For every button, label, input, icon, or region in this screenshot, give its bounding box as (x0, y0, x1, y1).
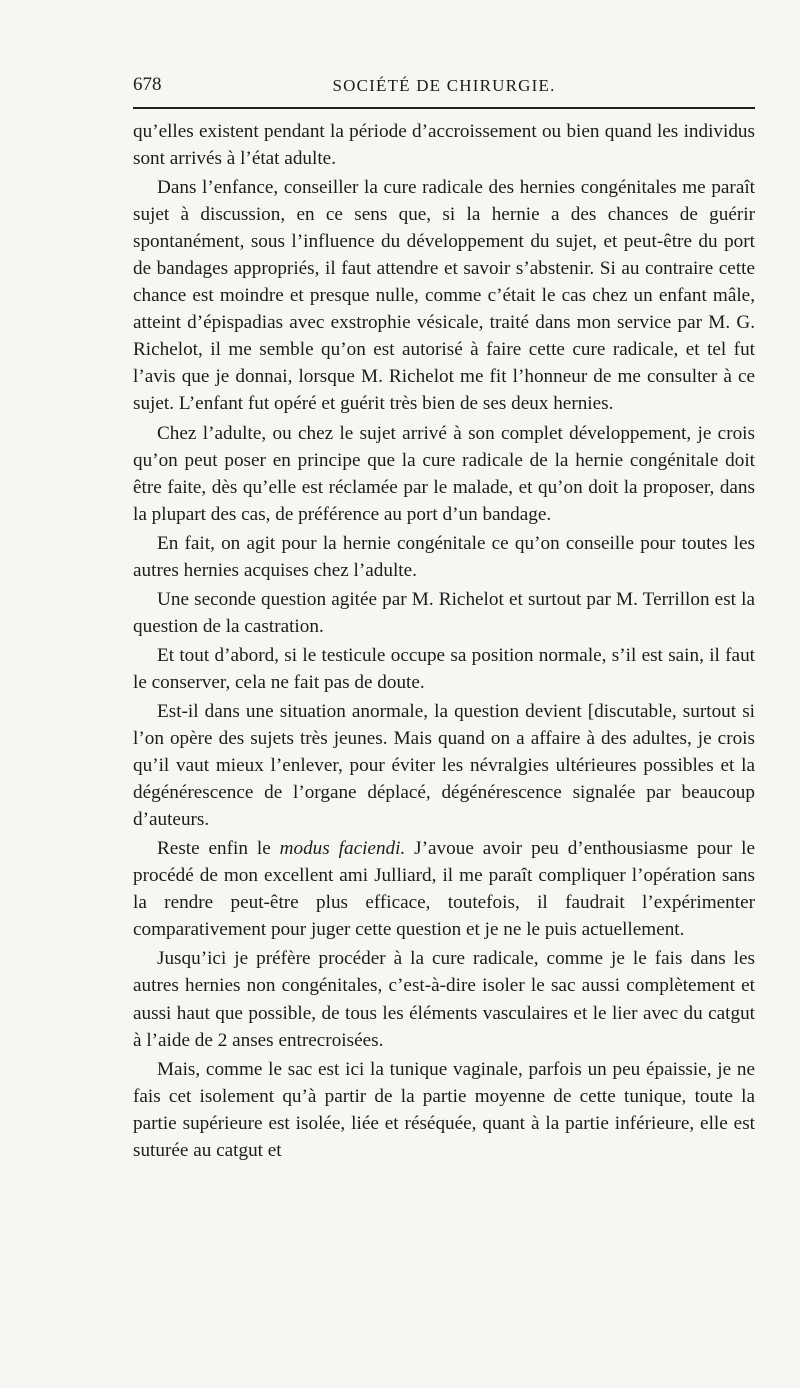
paragraph-7: Est-il dans une situation anormale, la question devient [discutable, surtout si l’on opère des sujets très jeunes. Mais quand on a affaire à des adultes, je crois qu’il vaut mieux l’enlever, pour éviter les névralgies ultérieures possibles et la dégénérescence de l’organe déplacé, dégénérescence signalée par beaucoup d’auteurs. (133, 700, 755, 831)
running-title: SOCIÉTÉ DE CHIRURGIE. (332, 76, 556, 95)
header-rule (133, 107, 755, 109)
paragraph-4: En fait, on agit pour la hernie congénitale ce qu’on conseille pour toutes les autres hernies acquises chez l’adulte. (133, 532, 755, 581)
page-header (133, 74, 755, 102)
paragraph-9: Jusqu’ici je préfère procéder à la cure radicale, comme je le fais dans les autres hernies non congénitales, c’est-à-dire isoler le sac aussi complètement et aussi haut que possible, de tous les éléments vasculaires et le lier avec du catgut à l’aide de 2 anses entrecroisées. (133, 948, 755, 1051)
paragraph-8-rest: J’avoue avoir peu d’enthousiasme pour le procédé de mon excellent ami Julliard, il me paraît compliquer l’opération sans la rendre peut-être plus efficace, toutefois, il faudrait l’expérimenter comparativement pour juger cette question et je ne le puis actuellement. (133, 838, 755, 941)
paragraph-2: Dans l’enfance, conseiller la cure radicale des hernies congénitales me paraît sujet à discussion, en ce sens que, si la hernie a des chances de guérir spontanément, sous l’influence du développement du sujet, et peut-être du port de bandages appropriés, il faut attendre et savoir s’abstenir. Si au contraire cette chance est moindre et presque nulle, comme c’était le cas chez un enfant mâle, atteint d’épispadias avec exstrophie vésicale, traité dans mon service par M. G. Richelot, il me semble qu’on est autorisé à faire cette cure radicale, et tel fut l’avis que je donnai, lorsque M. Richelot me fit l’honneur de me consulter à ce sujet. L’enfant fut opéré et guérit très bien de ses deux hernies. (133, 177, 755, 415)
paragraph-1: qu’elles existent pendant la période d’accroissement ou bien quand les individus sont arrivés à l’état adulte. (133, 121, 755, 170)
paragraph-5: Une seconde question agitée par M. Richelot et surtout par M. Terrillon est la question de la castration. (133, 588, 755, 637)
paragraph-10: Mais, comme le sac est ici la tunique vaginale, parfois un peu épaissie, je ne fais cet isolement qu’à partir de la partie moyenne de cette tunique, toute la partie supérieure est isolée, liée et réséquée, quant à la partie inférieure, elle est suturée au catgut et (133, 1058, 755, 1161)
paragraph-6: Et tout d’abord, si le testicule occupe sa position normale, s’il est sain, il faut le conserver, cela ne fait pas de doute. (133, 644, 755, 693)
paragraph-3: Chez l’adulte, ou chez le sujet arrivé à son complet développement, je crois qu’on peut poser en principe que la cure radicale de la hernie congénitale doit être faite, dès qu’elle est réclamée par le malade, et qu’on doit la proposer, dans la plupart des cas, de préférence au port d’un bandage. (133, 422, 755, 525)
italic-phrase: modus faciendi. (279, 838, 406, 860)
body-text (133, 118, 755, 1164)
paragraph-8-lead: Reste enfin le (157, 838, 280, 860)
paragraph-8 (133, 835, 755, 943)
page-number: 678 (133, 74, 162, 95)
